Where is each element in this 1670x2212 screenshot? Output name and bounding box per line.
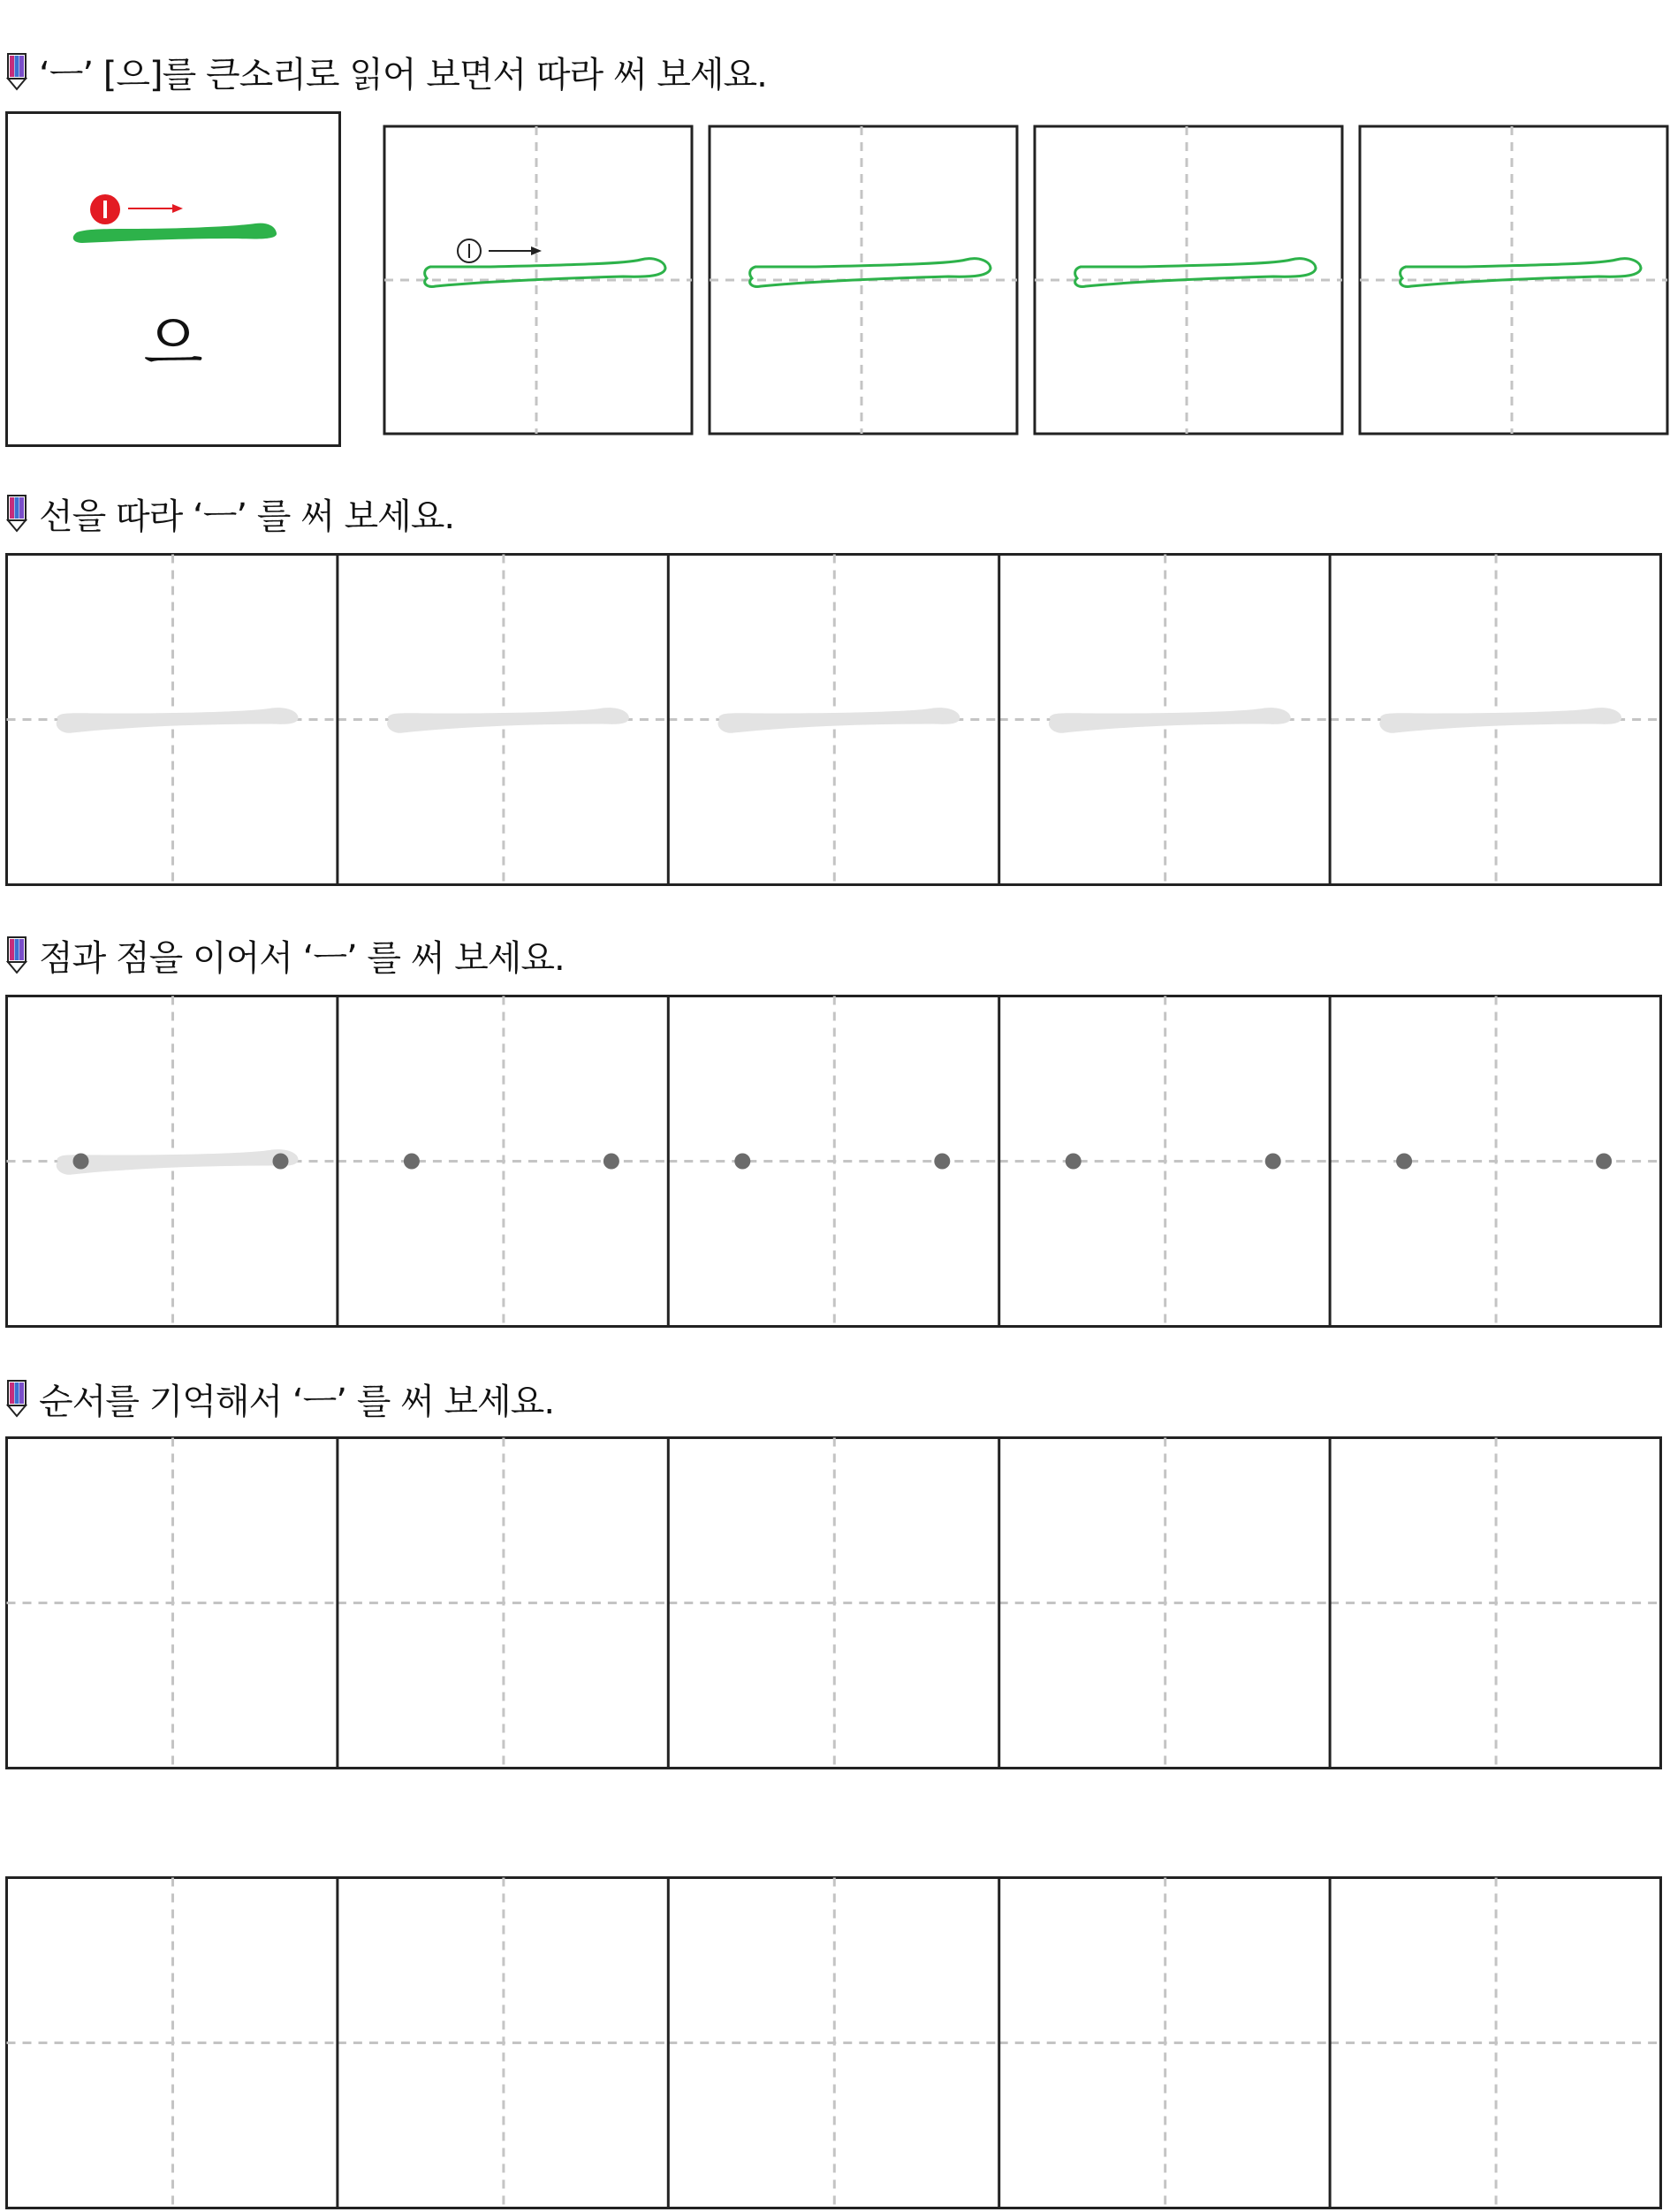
free-practice-row-1[interactable] [5, 1436, 1665, 1772]
instruction-read-aloud [5, 45, 767, 98]
instruction-write-from-memory [5, 1372, 554, 1425]
green-stroke-shape [73, 223, 277, 243]
pencil-icon [5, 936, 28, 974]
trace-practice-row [5, 553, 1665, 889]
instruction-connect-dots [5, 928, 565, 981]
dot-practice-row [5, 995, 1665, 1330]
instruction-text: 순서를 기억해서 ‘ㅡ’ 를 써 보세요. [39, 1381, 555, 1422]
outline-practice-row [383, 125, 1670, 436]
pencil-icon [5, 494, 28, 533]
instruction-text: 점과 점을 이어서 ‘ㅡ’ 를 써 보세요. [39, 937, 565, 979]
instruction-trace-line [5, 487, 454, 540]
free-practice-row-2[interactable] [5, 1876, 1665, 2212]
pencil-icon [5, 1379, 28, 1418]
pencil-icon [5, 52, 28, 91]
stroke-order-diagram [8, 114, 338, 444]
example-letter-box [5, 111, 341, 447]
example-syllable: 으 [143, 307, 203, 380]
instruction-text: 선을 따라 ‘ㅡ’ 를 써 보세요. [39, 496, 455, 537]
instruction-text: ‘ㅡ’ [으]를 큰소리로 읽어 보면서 따라 써 보세요. [39, 54, 767, 95]
